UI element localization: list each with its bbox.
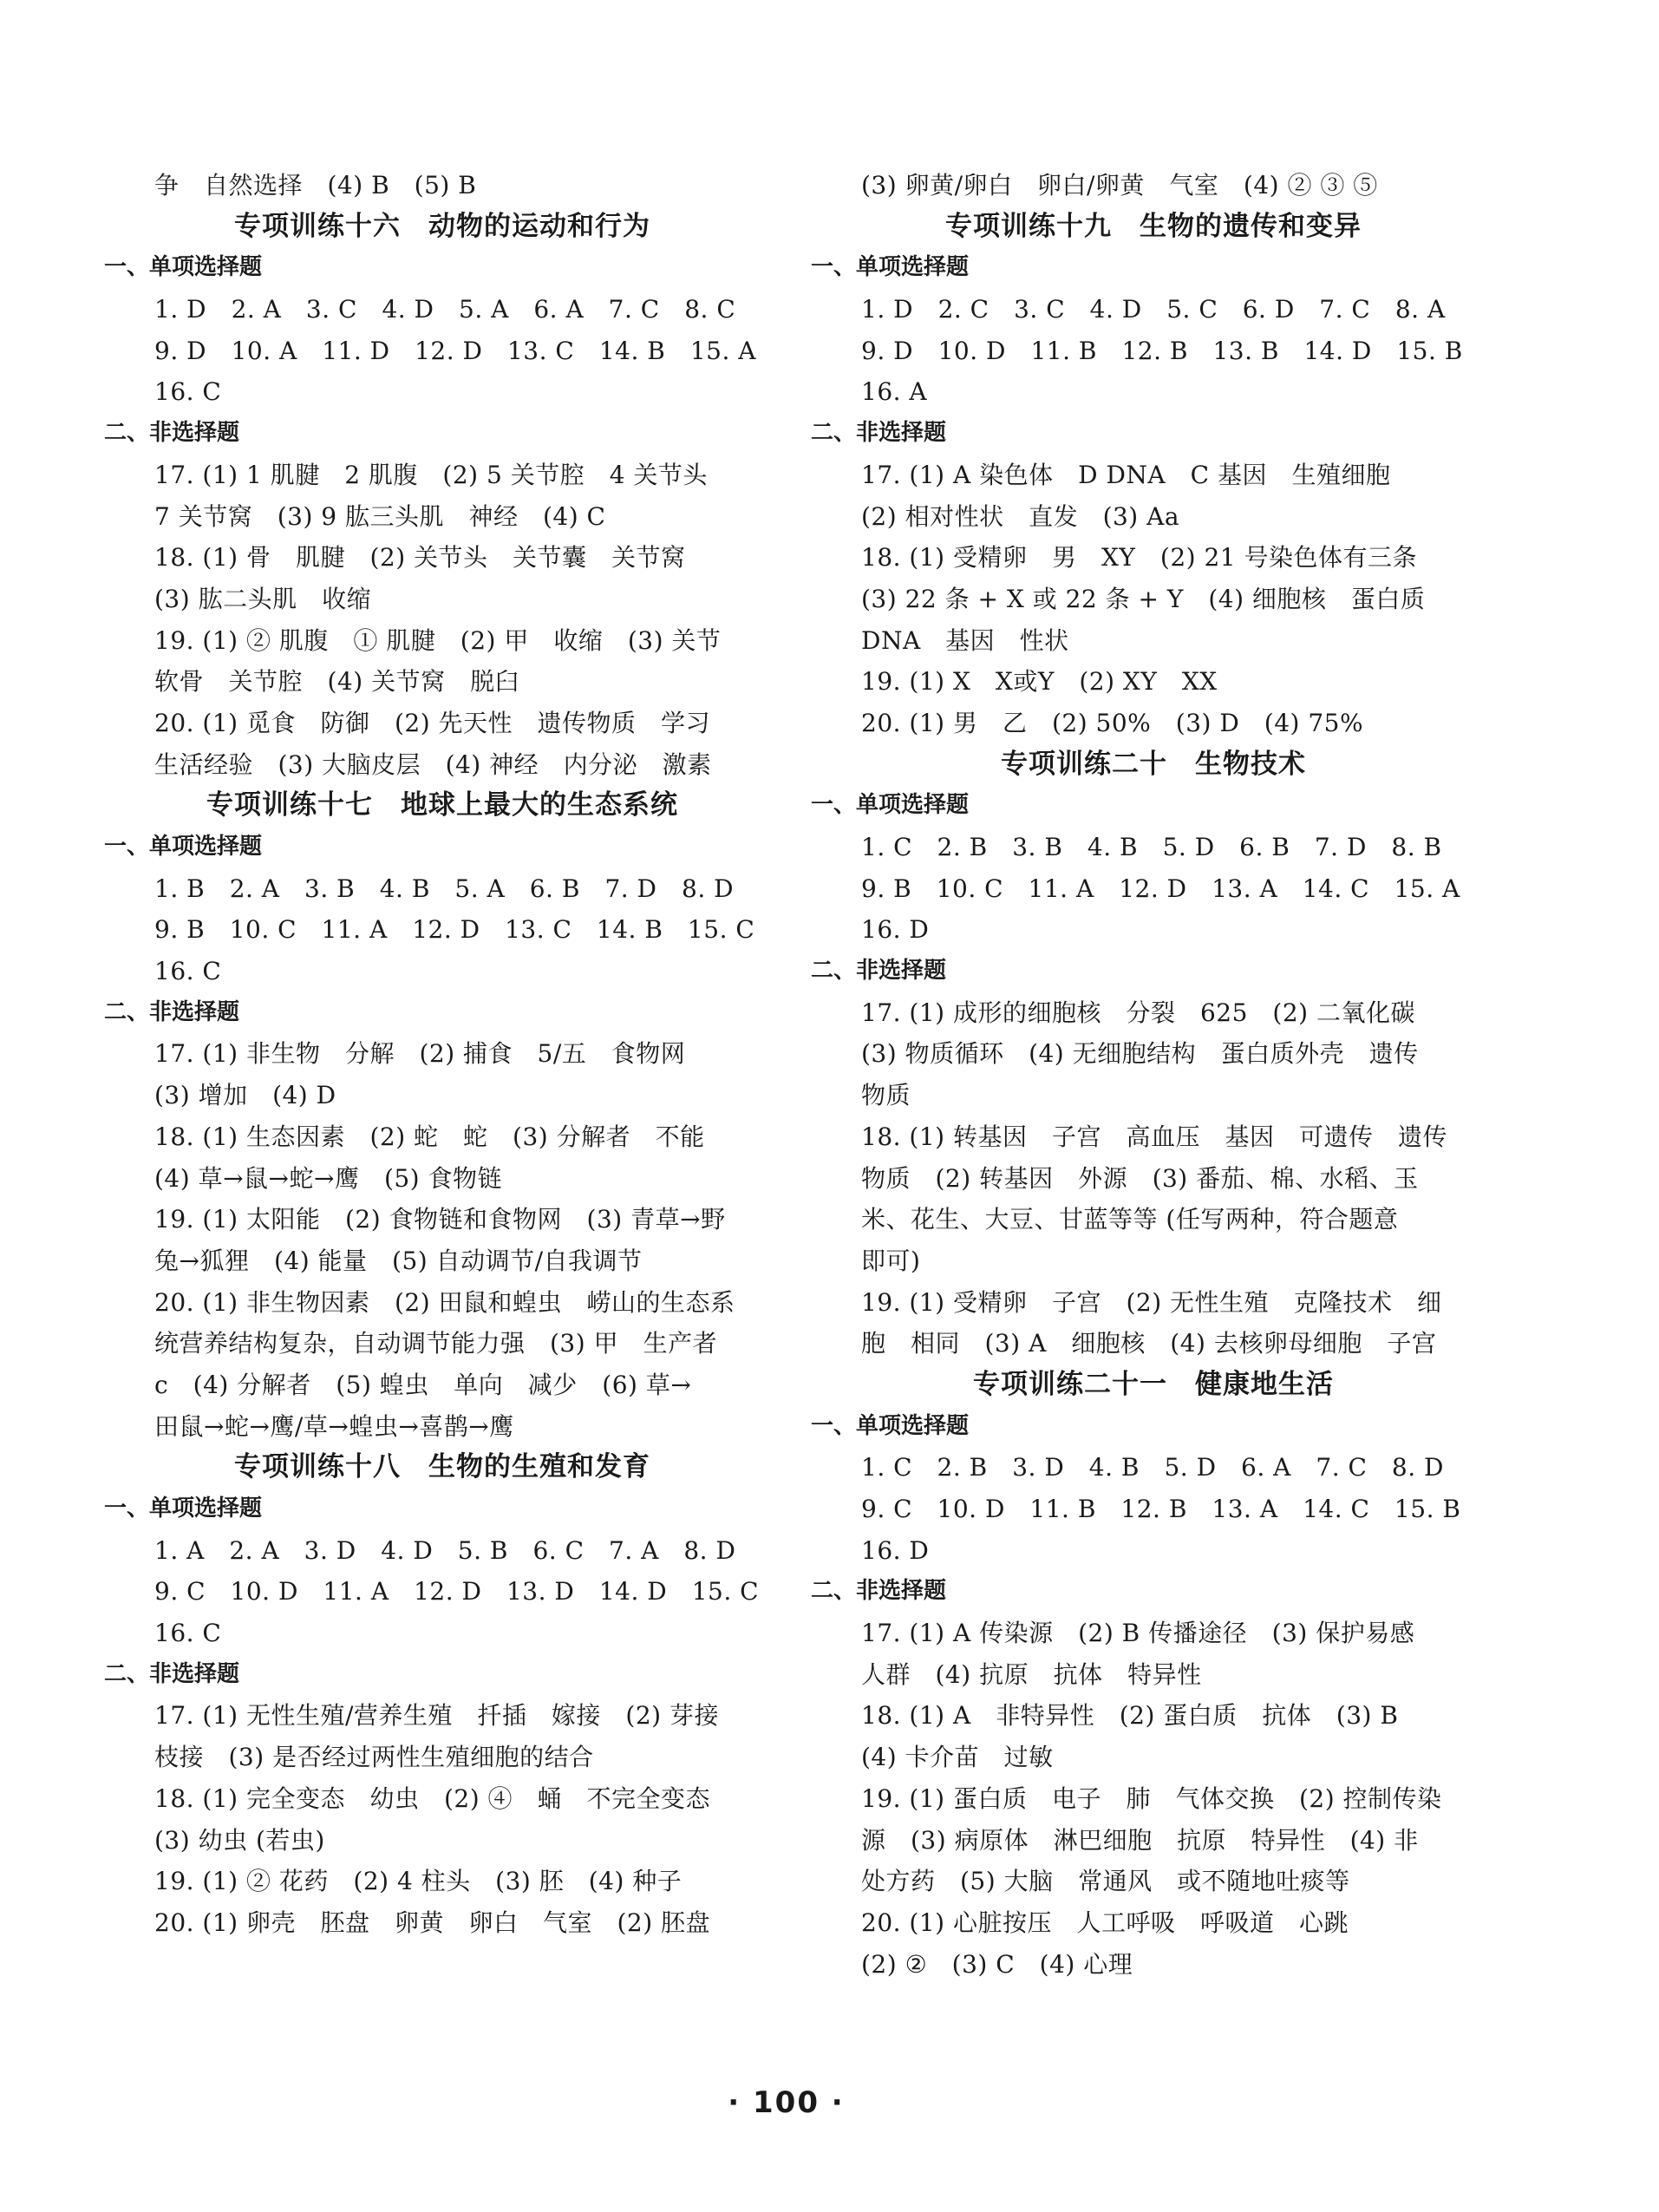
answer-continuation: 处方药 (5) 大脑 常通风 或不随地吐痰等: [861, 1867, 1350, 1896]
answer-continuation: 物质 (2) 转基因 外源 (3) 番茄、棉、水稻、玉: [861, 1163, 1419, 1193]
answer-line: 9. B 10. C 11. A 12. D 13. C 14. B 15. C: [154, 915, 755, 945]
subsection-label: 二、非选择题: [811, 958, 947, 985]
section-heading: 专项训练二十一 健康地生活: [973, 1368, 1334, 1400]
answer-line: 16. A: [861, 377, 928, 407]
left-column: [104, 165, 781, 1944]
answer-line: 9. C 10. D 11. B 12. B 13. A 14. C 15. B: [861, 1495, 1461, 1523]
answer-line: 20. (1) 觅食 防御 (2) 先天性 遗传物质 学习: [154, 708, 711, 737]
answer-continuation: c (4) 分解者 (5) 蝗虫 单向 减少 (6) 草→: [154, 1370, 692, 1399]
page-number: · 100 ·: [728, 2085, 845, 2120]
subsection-label: 二、非选择题: [104, 998, 240, 1025]
answer-line: 18. (1) 骨 肌腱 (2) 关节头 关节囊 关节窝: [154, 543, 686, 573]
section-heading: 专项训练十六 动物的运动和行为: [234, 210, 650, 242]
answer-continuation: (2) ② (3) C (4) 心理: [861, 1949, 1133, 1979]
answer-continuation: 源 (3) 病原体 淋巴细胞 抗原 特异性 (4) 非: [861, 1825, 1419, 1855]
subsection-label: 二、非选择题: [104, 420, 240, 447]
answer-line: 19. (1) ② 肌腹 ① 肌腱 (2) 甲 收缩 (3) 关节: [154, 625, 722, 655]
answer-line: 9. C 10. D 11. A 12. D 13. D 14. D 15. C: [154, 1577, 760, 1607]
answer-continuation: (3) 物质循环 (4) 无细胞结构 蛋白质外壳 遗传: [861, 1039, 1419, 1069]
answer-line: 19. (1) 蛋白质 电子 肺 气体交换 (2) 控制传染: [861, 1783, 1442, 1813]
answer-line: 20. (1) 男 乙 (2) 50% (3) D (4) 75%: [861, 708, 1364, 737]
answer-line: 1. D 2. A 3. C 4. D 5. A 6. A 7. C 8. C: [154, 295, 736, 324]
answer-line: 16. C: [154, 1619, 222, 1648]
answer-line: 16. D: [861, 1535, 930, 1565]
answer-line: 19. (1) 受精卵 子宫 (2) 无性生殖 克隆技术 细: [861, 1287, 1442, 1317]
answer-continuation: (3) 幼虫 (若虫): [154, 1825, 325, 1855]
answer-continuation: 争 自然选择 (4) B (5) B: [154, 171, 477, 200]
answer-continuation: 物质: [861, 1081, 911, 1110]
answer-line: 19. (1) 太阳能 (2) 食物链和食物网 (3) 青草→野: [154, 1205, 726, 1234]
answer-line: 1. D 2. C 3. C 4. D 5. C 6. D 7. C 8. A: [861, 295, 1446, 324]
answer-continuation: (3) 增加 (4) D: [154, 1081, 336, 1110]
answer-line: 9. D 10. A 11. D 12. D 13. C 14. B 15. A: [154, 336, 756, 365]
answer-continuation: 生活经验 (3) 大脑皮层 (4) 神经 内分泌 激素: [154, 749, 712, 779]
subsection-label: 二、非选择题: [811, 420, 947, 447]
subsection-label: 一、单项选择题: [104, 1495, 263, 1522]
answer-continuation: 软骨 关节腔 (4) 关节窝 脱臼: [154, 667, 520, 697]
answer-line: 18. (1) 受精卵 男 XY (2) 21 号染色体有三条: [861, 543, 1418, 573]
answer-line: 16. C: [154, 377, 222, 407]
subsection-label: 一、单项选择题: [811, 254, 970, 281]
answer-line: 20. (1) 心脏按压 人工呼吸 呼吸道 心跳: [861, 1908, 1349, 1937]
answer-line: 1. C 2. B 3. D 4. B 5. D 6. A 7. C 8. D: [861, 1453, 1444, 1482]
answer-line: 18. (1) 完全变态 幼虫 (2) ④ 蛹 不完全变态: [154, 1783, 711, 1813]
section-heading: 专项训练十九 生物的遗传和变异: [945, 210, 1362, 242]
subsection-label: 一、单项选择题: [104, 254, 263, 281]
answer-continuation: (3) 卵黄/卵白 卵白/卵黄 气室 (4) ② ③ ⑤: [861, 171, 1378, 200]
answer-continuation: 兔→狐狸 (4) 能量 (5) 自动调节/自我调节: [154, 1246, 643, 1275]
answer-continuation: 米、花生、大豆、甘蓝等等 (任写两种，符合题意: [861, 1205, 1399, 1234]
answer-continuation: DNA 基因 性状: [861, 625, 1069, 655]
section-heading: 专项训练十七 地球上最大的生态系统: [206, 789, 678, 821]
answer-line: 17. (1) 1 肌腱 2 肌腹 (2) 5 关节腔 4 关节头: [154, 460, 708, 489]
subsection-label: 一、单项选择题: [811, 792, 970, 819]
answer-continuation: (2) 相对性状 直发 (3) Aa: [861, 501, 1180, 531]
right-column: [811, 165, 1496, 1985]
subsection-label: 二、非选择题: [811, 1578, 947, 1605]
answer-continuation: 人群 (4) 抗原 抗体 特异性: [861, 1659, 1202, 1689]
answer-line: 1. A 2. A 3. D 4. D 5. B 6. C 7. A 8. D: [154, 1535, 736, 1565]
answer-line: 9. D 10. D 11. B 12. B 13. B 14. D 15. B: [861, 336, 1463, 365]
answer-line: 19. (1) X X或Y (2) XY XX: [861, 667, 1218, 697]
subsection-label: 二、非选择题: [104, 1660, 240, 1687]
answer-line: 16. D: [861, 915, 930, 945]
answer-line: 20. (1) 卵壳 胚盘 卵黄 卵白 气室 (2) 胚盘: [154, 1908, 711, 1937]
answer-line: 18. (1) 转基因 子宫 高血压 基因 可遗传 遗传: [861, 1122, 1447, 1151]
section-heading: 专项训练十八 生物的生殖和发育: [234, 1451, 650, 1483]
answer-line: 17. (1) 无性生殖/营养生殖 扦插 嫁接 (2) 芽接: [154, 1701, 719, 1731]
answer-continuation: 枝接 (3) 是否经过两性生殖细胞的结合: [154, 1743, 594, 1772]
answer-line: 19. (1) ② 花药 (2) 4 柱头 (3) 胚 (4) 种子: [154, 1867, 683, 1896]
answer-line: 17. (1) A 染色体 D DNA C 基因 生殖细胞: [861, 460, 1391, 489]
answer-continuation: 统营养结构复杂，自动调节能力强 (3) 甲 生产者: [154, 1329, 718, 1358]
answer-line: 1. C 2. B 3. B 4. B 5. D 6. B 7. D 8. B: [861, 833, 1442, 861]
answer-line: 1. B 2. A 3. B 4. B 5. A 6. B 7. D 8. D: [154, 874, 735, 903]
section-heading: 专项训练二十 生物技术: [1001, 748, 1306, 780]
answer-continuation: (4) 卡介苗 过敏: [861, 1743, 1054, 1772]
subsection-label: 一、单项选择题: [811, 1412, 970, 1439]
answer-line: 17. (1) 非生物 分解 (2) 捕食 5/五 食物网: [154, 1039, 686, 1069]
answer-continuation: 7 关节窝 (3) 9 肱三头肌 神经 (4) C: [154, 501, 606, 531]
answer-line: 17. (1) A 传染源 (2) B 传播途径 (3) 保护易感: [861, 1619, 1415, 1648]
answer-line: 18. (1) A 非特异性 (2) 蛋白质 抗体 (3) B: [861, 1701, 1399, 1731]
answer-line: 20. (1) 非生物因素 (2) 田鼠和蝗虫 崂山的生态系: [154, 1287, 735, 1317]
answer-continuation: 胞 相同 (3) A 细胞核 (4) 去核卵母细胞 子宫: [861, 1329, 1437, 1358]
answer-continuation: 即可): [861, 1246, 921, 1275]
answer-continuation: (3) 22 条 + X 或 22 条 + Y (4) 细胞核 蛋白质: [861, 584, 1426, 613]
answer-line: 17. (1) 成形的细胞核 分裂 625 (2) 二氧化碳: [861, 998, 1415, 1027]
answer-continuation: (4) 草→鼠→蛇→鹰 (5) 食物链: [154, 1163, 503, 1193]
subsection-label: 一、单项选择题: [104, 834, 263, 860]
answer-line: 9. B 10. C 11. A 12. D 13. A 14. C 15. A: [861, 874, 1460, 903]
answer-line: 16. C: [154, 957, 222, 986]
answer-continuation: 田鼠→蛇→鹰/草→蝗虫→喜鹊→鹰: [154, 1411, 514, 1441]
answer-line: 18. (1) 生态因素 (2) 蛇 蛇 (3) 分解者 不能: [154, 1122, 705, 1151]
answer-continuation: (3) 肱二头肌 收缩: [154, 584, 372, 613]
